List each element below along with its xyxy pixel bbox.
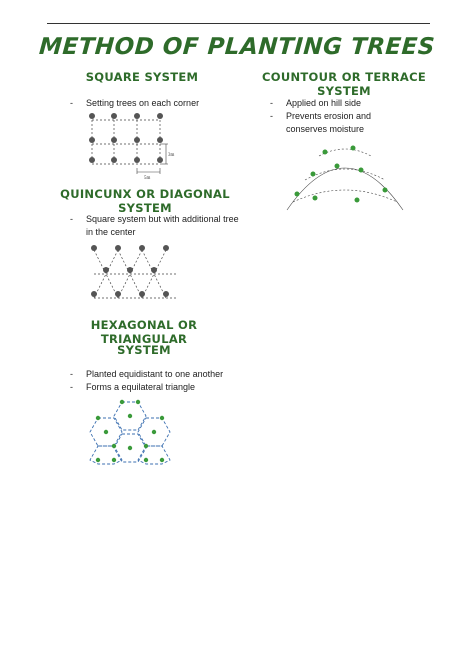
square-label-5m: 5m <box>144 176 151 181</box>
quincunx-trees <box>91 245 169 297</box>
quincunx-system-diagram <box>88 240 183 310</box>
contour-system-heading: COUNTOUR OR TERRACE SYSTEM <box>262 70 426 98</box>
hexagonal-system-heading-line2: SYSTEM <box>117 343 171 357</box>
square-bullet-1: - Setting trees on each corner <box>70 98 200 108</box>
hexagonal-system-heading-line1: HEXAGONAL OR TRIANGULAR <box>90 318 198 346</box>
contour-seedlings <box>295 146 388 203</box>
hexagonal-seedlings <box>96 400 164 462</box>
hexagonal-system-diagram <box>86 398 182 468</box>
contour-bullet-1: - Applied on hill side <box>270 98 362 108</box>
quincunx-bullet-1: - Square system but with additional tree in the center <box>70 214 239 237</box>
square-trees <box>89 113 163 163</box>
page-title: METHOD OF PLANTING TREES <box>38 34 436 60</box>
hexagonal-bullet-1: - Planted equidistant to one another <box>70 369 224 379</box>
quincunx-system-heading: QUINCUNX OR DIAGONAL SYSTEM <box>60 187 230 215</box>
contour-system-diagram <box>285 138 405 213</box>
contour-bullet-2: - Prevents erosion and conserves moisture <box>270 111 372 134</box>
square-system-diagram <box>80 108 180 181</box>
top-rule <box>47 23 430 24</box>
square-system-heading: SQUARE SYSTEM <box>85 70 199 84</box>
hexagonal-bullet-2: - Forms a equilateral triangle <box>70 382 196 392</box>
square-label-3m: 3m <box>168 153 175 158</box>
